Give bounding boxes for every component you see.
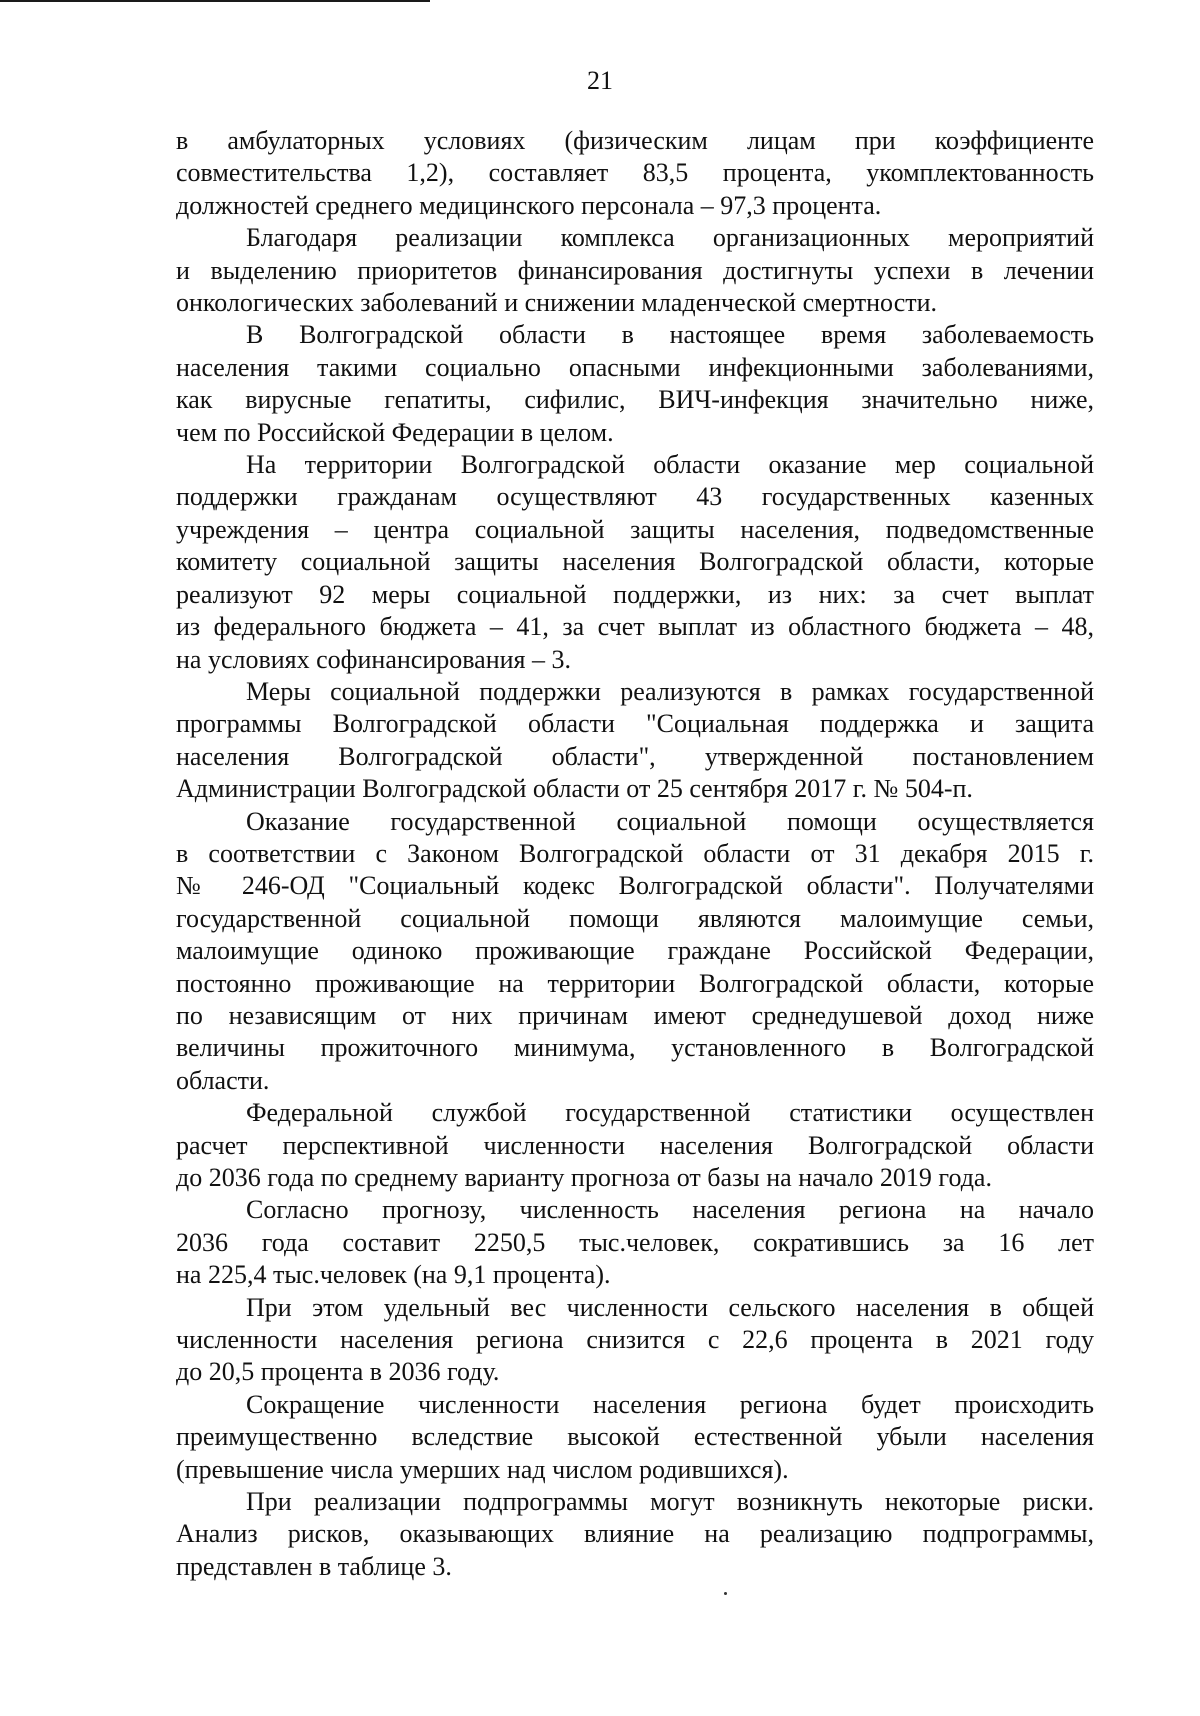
text-line: малоимущие одиноко проживающие граждане Российской Федерации, xyxy=(176,936,1094,966)
text-line: программы Волгоградской области "Социальная поддержка и защита xyxy=(176,709,1094,739)
text-line: до 2036 года по среднему варианту прогноза от базы на начало 2019 года. xyxy=(176,1163,992,1192)
text-line: и выделению приоритетов финансирования достигнуты успехи в лечении xyxy=(176,255,1094,285)
paragraph xyxy=(176,1194,1094,1291)
paragraph xyxy=(176,449,1094,676)
text-line: в амбулаторных условиях (физическим лицам при коэффициенте xyxy=(176,126,1094,155)
text-line: государственной социальной помощи являются малоимущие семьи, xyxy=(176,903,1094,933)
text-line: постоянно проживающие на территории Волгоградской области, которые xyxy=(176,968,1094,998)
text-line: расчет перспективной численности населения Волгоградской области xyxy=(176,1130,1094,1160)
text-line: Благодаря реализации комплекса организационных мероприятий xyxy=(246,223,1094,253)
text-line: совместительства 1,2), составляет 83,5 процента, укомплектованность xyxy=(176,158,1094,188)
text-line: чем по Российской Федерации в целом. xyxy=(176,417,614,447)
paragraph xyxy=(176,1097,1094,1194)
text-line: из федерального бюджета – 41, за счет выплат из областного бюджета – 48, xyxy=(176,612,1094,642)
text-line: № 246-ОД "Социальный кодекс Волгоградской области". Получателями xyxy=(176,871,1094,901)
page-number: 21 xyxy=(587,66,613,95)
paragraph xyxy=(176,1486,1094,1583)
text-line: Анализ рисков, оказывающих влияние на реализацию подпрограммы, xyxy=(176,1519,1094,1549)
paragraph xyxy=(176,125,1094,222)
text-line: области. xyxy=(176,1065,270,1095)
paragraph xyxy=(176,806,1094,1098)
text-line: до 20,5 процента в 2036 году. xyxy=(176,1357,500,1387)
text-line: учреждения – центра социальной защиты населения, подведомственные xyxy=(176,514,1094,544)
top-border-line xyxy=(0,0,430,2)
paragraph xyxy=(176,222,1094,319)
text-line: комитету социальной защиты населения Волгоградской области, которые xyxy=(176,547,1094,577)
text-line: На территории Волгоградской области оказание мер социальной xyxy=(246,450,1094,480)
text-line: Меры социальной поддержки реализуются в рамках государственной xyxy=(246,676,1094,706)
text-line: преимущественно вследствие высокой естественной убыли населения xyxy=(176,1422,1094,1452)
text-line: на 225,4 тыс.человек (на 9,1 процента). xyxy=(176,1260,611,1290)
text-line: численности населения региона снизится с 22,6 процента в 2021 году xyxy=(176,1325,1094,1355)
text-line: населения такими социально опасными инфекционными заболеваниями, xyxy=(176,352,1094,382)
text-line: 2036 года составит 2250,5 тыс.человек, сократившись за 16 лет xyxy=(176,1227,1094,1257)
paragraph xyxy=(176,319,1094,449)
text-line: населения Волгоградской области", утвержденной постановлением xyxy=(176,741,1094,771)
text-line: онкологических заболеваний и снижении младенческой смертности. xyxy=(176,288,938,318)
text-line: как вирусные гепатиты, сифилис, ВИЧ-инфекция значительно ниже, xyxy=(176,385,1094,415)
text-line: Согласно прогнозу, численность населения региона на начало xyxy=(246,1195,1094,1225)
paragraph xyxy=(176,1292,1094,1389)
text-line: реализуют 92 меры социальной поддержки, из них: за счет выплат xyxy=(176,579,1094,609)
text-line: должностей среднего медицинского персонала – 97,3 процента. xyxy=(176,190,882,220)
text-line: Оказание государственной социальной помощи осуществляется xyxy=(246,806,1094,836)
text-line: по независящим от них причинам имеют среднедушевой доход ниже xyxy=(176,1000,1094,1030)
text-line: Федеральной службой государственной статистики осуществлен xyxy=(246,1098,1094,1128)
scan-speck xyxy=(724,1592,727,1595)
paragraph xyxy=(176,1389,1094,1486)
text-line: величины прожиточного минимума, установленного в Волгоградской xyxy=(176,1033,1094,1063)
text-line: представлен в таблице 3. xyxy=(176,1551,452,1581)
paragraph xyxy=(176,676,1094,806)
text-line: При этом удельный вес численности сельского населения в общей xyxy=(246,1292,1094,1322)
text-line: поддержки гражданам осуществляют 43 государственных казенных xyxy=(176,482,1094,512)
text-line: (превышение числа умерших над числом родившихся). xyxy=(176,1454,789,1484)
text-line: В Волгоградской области в настоящее время заболеваемость xyxy=(246,320,1094,350)
text-line: на условиях софинансирования – 3. xyxy=(176,644,572,674)
text-line: в соответствии с Законом Волгоградской области от 31 декабря 2015 г. xyxy=(176,838,1094,868)
text-line: Администрации Волгоградской области от 25 сентября 2017 г. № 504-п. xyxy=(176,774,973,804)
text-line: Сокращение численности населения региона будет происходить xyxy=(246,1389,1094,1419)
document-body xyxy=(176,125,1094,1583)
text-line: При реализации подпрограммы могут возникнуть некоторые риски. xyxy=(246,1487,1094,1517)
